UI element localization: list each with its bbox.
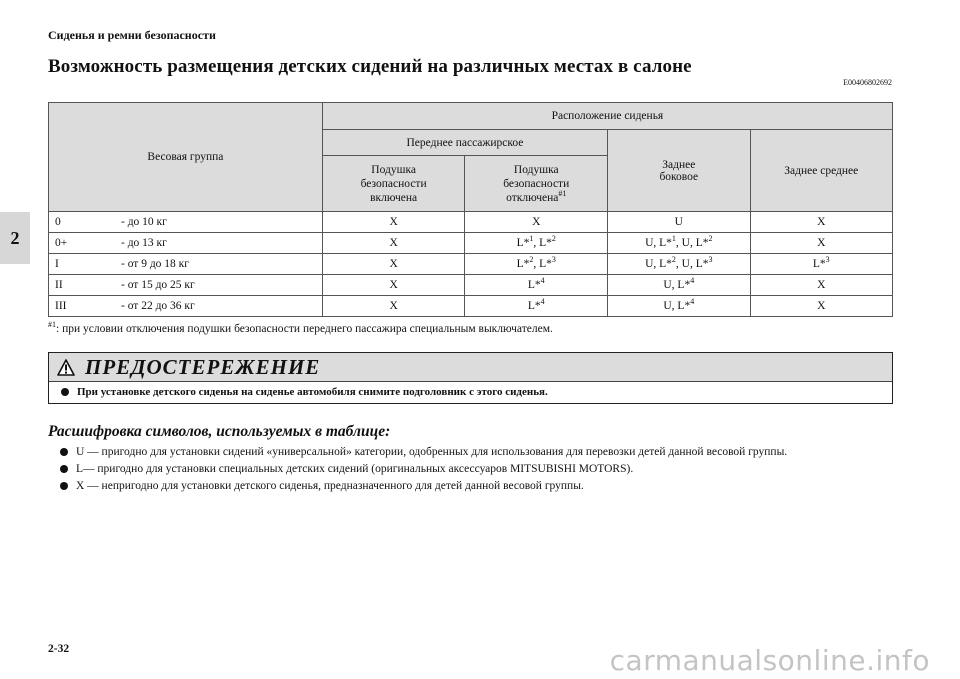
bullet-icon bbox=[60, 448, 68, 456]
table-row bbox=[49, 275, 893, 296]
cell-value: U, L* bbox=[663, 279, 691, 291]
cell-value: X bbox=[389, 300, 398, 312]
cell-center bbox=[750, 296, 892, 317]
chapter-tab: 2 bbox=[0, 212, 30, 264]
table-row bbox=[49, 233, 893, 254]
cell-side: U, L*$^1$, U, L*$^2$ bbox=[608, 233, 750, 254]
page-title: Возможность размещения детских сидений на различных местах в салоне bbox=[48, 56, 692, 77]
legend-item-x bbox=[60, 478, 890, 494]
weight-group-cell bbox=[49, 233, 323, 254]
document-code: E00406802692 bbox=[843, 78, 892, 87]
footnote-ref: 2 bbox=[708, 234, 713, 244]
rear-side-header: Заднее боковое bbox=[608, 130, 750, 212]
cell-value: X bbox=[389, 258, 398, 270]
cell-value: U, L* bbox=[645, 258, 672, 270]
footnote-ref: 2 bbox=[551, 234, 556, 244]
footnote-ref: 4 bbox=[690, 297, 695, 307]
group-weight: - от 15 до 25 кг bbox=[121, 279, 195, 291]
footnote-ref: 2 bbox=[671, 255, 676, 265]
cell-value: X bbox=[532, 216, 541, 228]
cell-value: U bbox=[674, 216, 683, 228]
legend-list bbox=[60, 444, 890, 495]
cell-value: X bbox=[389, 216, 398, 228]
airbag-off-footnote-mark: #1 bbox=[558, 188, 567, 198]
cell-center bbox=[750, 275, 892, 296]
cell-off bbox=[465, 212, 608, 233]
legend-text: X — непригодно для установки детского сиденья, предназначенного для детей данной весовой группы. bbox=[76, 480, 584, 492]
page-number: 2-32 bbox=[48, 643, 70, 655]
separator: U, L* bbox=[681, 258, 709, 270]
airbag-on-header: Подушка безопасности включена bbox=[322, 156, 465, 212]
footnote-ref: 2 bbox=[529, 255, 534, 265]
cell-value: U, L* bbox=[663, 300, 691, 312]
warning-triangle-icon bbox=[57, 359, 75, 376]
front-passenger-header: Переднее пассажирское bbox=[322, 130, 607, 156]
group-weight: - от 9 до 18 кг bbox=[121, 258, 189, 270]
cell-value: X bbox=[817, 216, 826, 228]
airbag-off-header: Подушка безопасности отключена$^{\#1}$ bbox=[465, 156, 608, 212]
footnote-mark: #1 bbox=[48, 320, 56, 330]
separator: U, L* bbox=[681, 237, 709, 249]
table-footnote bbox=[48, 320, 553, 335]
bullet-icon bbox=[60, 465, 68, 473]
warning-box bbox=[48, 352, 893, 404]
group-code: 0 bbox=[55, 216, 61, 228]
footnote-ref: 1 bbox=[529, 234, 534, 244]
cell-on bbox=[322, 275, 465, 296]
cell-value: L* bbox=[527, 279, 541, 291]
weight-group-header: Весовая группа bbox=[49, 103, 323, 212]
cell-value: U, L* bbox=[645, 237, 672, 249]
cell-on bbox=[322, 233, 465, 254]
cell-center bbox=[750, 212, 892, 233]
cell-value: L* bbox=[516, 237, 530, 249]
cell-side bbox=[608, 296, 750, 317]
footnote-ref: 4 bbox=[540, 297, 545, 307]
weight-group-cell bbox=[49, 212, 323, 233]
footnote-text: : при условии отключения подушки безопасности переднего пассажира специальным выключателем. bbox=[56, 323, 553, 335]
warning-header bbox=[49, 353, 892, 382]
warning-text: При установке детского сиденья на сиденье автомобиля снимите подголовник с этого сиденья. bbox=[77, 386, 548, 398]
warning-title: ПРЕДОСТЕРЕЖЕНИЕ bbox=[85, 354, 321, 379]
cell-on bbox=[322, 212, 465, 233]
cell-value: X bbox=[389, 279, 398, 291]
footnote-ref: 3 bbox=[825, 255, 830, 265]
cell-value: L* bbox=[812, 258, 826, 270]
cell-center bbox=[750, 254, 892, 275]
separator: L* bbox=[539, 258, 552, 270]
cell-off: L*$^1$, L*$^2$ bbox=[465, 233, 608, 254]
compatibility-table bbox=[48, 102, 893, 317]
cell-value: X bbox=[817, 279, 826, 291]
group-weight: - до 13 кг bbox=[121, 237, 167, 249]
legend-text: U — пригодно для установки сидений «универсальной» категории, одобренных для использования для перевозки детей данной весовой группы. bbox=[76, 446, 788, 458]
cell-on bbox=[322, 296, 465, 317]
footnote-ref: 4 bbox=[540, 276, 545, 286]
watermark: carmanualsonline.info bbox=[609, 644, 930, 677]
group-weight: - от 22 до 36 кг bbox=[121, 300, 195, 312]
cell-value: L* bbox=[516, 258, 530, 270]
footnote-ref: 3 bbox=[708, 255, 713, 265]
group-code: II bbox=[55, 279, 63, 291]
cell-value: L* bbox=[527, 300, 541, 312]
group-code: I bbox=[55, 258, 59, 270]
seat-position-header: Расположение сиденья bbox=[322, 103, 892, 130]
cell-value: X bbox=[817, 237, 826, 249]
cell-off bbox=[465, 296, 608, 317]
section-header: Сиденья и ремни безопасности bbox=[48, 28, 216, 42]
weight-group-cell bbox=[49, 275, 323, 296]
weight-group-cell bbox=[49, 296, 323, 317]
legend-item-u bbox=[60, 444, 890, 460]
cell-value: X bbox=[389, 237, 398, 249]
cell-center bbox=[750, 233, 892, 254]
cell-side: U, L*$^2$, U, L*$^3$ bbox=[608, 254, 750, 275]
footnote-ref: 1 bbox=[671, 234, 676, 244]
cell-on bbox=[322, 254, 465, 275]
group-weight: - до 10 кг bbox=[121, 216, 167, 228]
separator: L* bbox=[539, 237, 552, 249]
table-row bbox=[49, 296, 893, 317]
rear-center-header: Заднее среднее bbox=[750, 130, 892, 212]
legend-title: Расшифровка символов, используемых в таблице: bbox=[48, 423, 391, 440]
cell-side bbox=[608, 275, 750, 296]
bullet-icon bbox=[60, 482, 68, 490]
table-row bbox=[49, 212, 893, 233]
table-row bbox=[49, 254, 893, 275]
cell-off bbox=[465, 275, 608, 296]
weight-group-cell bbox=[49, 254, 323, 275]
group-code: III bbox=[55, 300, 67, 312]
cell-side bbox=[608, 212, 750, 233]
cell-value: X bbox=[817, 300, 826, 312]
footnote-ref: 3 bbox=[551, 255, 556, 265]
legend-text: L— пригодно для установки специальных детских сидений (оригинальных аксессуаров MITSUBISHI MOTORS). bbox=[76, 463, 634, 475]
warning-item bbox=[49, 382, 892, 402]
bullet-icon bbox=[61, 388, 69, 396]
group-code: 0+ bbox=[55, 237, 68, 249]
cell-off: L*$^2$, L*$^3$ bbox=[465, 254, 608, 275]
legend-item-l bbox=[60, 461, 890, 477]
footnote-ref: 4 bbox=[690, 276, 695, 286]
